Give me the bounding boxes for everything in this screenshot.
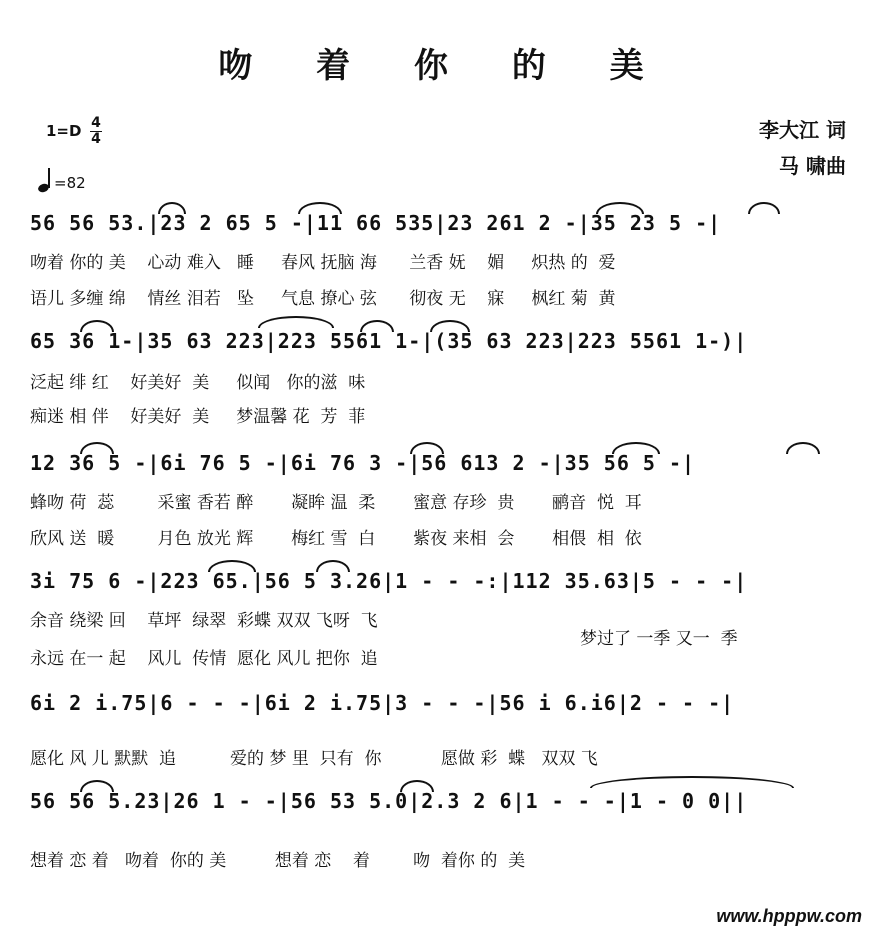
tempo-marking — [38, 168, 86, 192]
slur — [590, 776, 794, 788]
score-line-5 — [30, 688, 860, 740]
slur — [596, 202, 644, 214]
notation-line-3: 12 36 5 -|6i 76 5 -|6i 76 3 -|56 613 2 -|35 56 5 -| — [30, 451, 696, 475]
lyrics-line-1-verse-2: 语儿 多缠 绵 情丝 泪若 坠 气息 撩心 弦 彻夜 无 寐 枫红 菊 黄 — [30, 289, 616, 309]
notation-line-4: 3i 75 6 -|223 65.|56 5 3.26|1 - - -:|112 35.63|5 - - -| — [30, 569, 748, 593]
song-title: 吻 着 你 的 美 — [218, 46, 670, 86]
lyrics-line-2-verse-2: 痴迷 相 伴 好美好 美 梦温馨 花 芳 菲 — [30, 407, 366, 427]
notation-line-2: 65 36 1-|35 63 223|223 5561 1-|(35 63 223|223 5561 1-)| — [30, 329, 748, 353]
lyrics-line-6-verse-1: 想着 恋 着 吻着 你的 美 想着 恋 着 吻 着你 的 美 — [30, 851, 526, 871]
notation-line-6: 56 56 5.23|26 1 - -|56 53 5.0|2.3 2 6|1 - - -|1 - 0 0|| — [30, 789, 748, 813]
slur — [316, 560, 350, 572]
lyrics-line-5-verse-1: 愿化 风 儿 默默 追 爱的 梦 里 只有 你 愿做 彩 蝶 双双 飞 — [30, 749, 598, 769]
tempo-value: =82 — [54, 174, 86, 192]
quarter-note-icon — [38, 168, 52, 192]
slur — [80, 442, 114, 454]
lyricist: 李大江 词 — [759, 118, 846, 142]
lyrics-line-4-refrain: 梦过了 一季 又一 季 — [580, 629, 738, 649]
slur — [748, 202, 780, 214]
slur — [360, 320, 394, 332]
lyrics-line-4-verse-2: 永远 在一 起 风儿 传情 愿化 风儿 把你 追 — [30, 649, 378, 669]
time-signature-bottom: 4 — [91, 131, 101, 147]
slur — [612, 442, 660, 454]
time-signature-top: 4 — [91, 115, 101, 131]
slur — [786, 442, 820, 454]
lyrics-line-3-verse-2: 欣风 送 暖 月色 放光 辉 梅红 雪 白 紫夜 来相 会 相偎 相 依 — [30, 529, 642, 549]
notation-line-5: 6i 2 i.75|6 - - -|6i 2 i.75|3 - - -|56 i 6.i6|2 - - -| — [30, 691, 735, 715]
lyrics-line-2-verse-1: 泛起 绯 红 好美好 美 似闻 你的滋 味 — [30, 373, 366, 393]
slur — [80, 780, 114, 792]
website-watermark: www.hpppw.com — [716, 906, 862, 926]
composer: 马 啸曲 — [779, 154, 846, 178]
lyrics-line-3-verse-1: 蜂吻 荷 蕊 采蜜 香若 醉 凝眸 温 柔 蜜意 存珍 贵 鹂音 悦 耳 — [30, 493, 642, 513]
credits — [759, 112, 846, 184]
slur — [258, 316, 334, 328]
time-signature — [90, 116, 102, 147]
notation-line-1: 56 56 53.|23 2 65 5 -|11 66 535|23 261 2 -|35 23 5 -| — [30, 211, 722, 235]
key-signature: 1=D — [46, 122, 82, 140]
slur — [208, 560, 256, 572]
slur — [400, 780, 434, 792]
lyrics-line-1-verse-1: 吻着 你的 美 心动 难入 睡 春风 抚脑 海 兰香 妩 媚 炽热 的 爱 — [30, 253, 616, 273]
lyrics-line-4-verse-1: 余音 绕梁 回 草坪 绿翠 彩蝶 双双 飞呀 飞 — [30, 611, 378, 631]
slur — [410, 442, 444, 454]
slur — [430, 320, 470, 332]
slur — [158, 202, 186, 214]
score-line-6 — [30, 786, 860, 838]
slur — [80, 320, 114, 332]
slur — [298, 202, 342, 214]
